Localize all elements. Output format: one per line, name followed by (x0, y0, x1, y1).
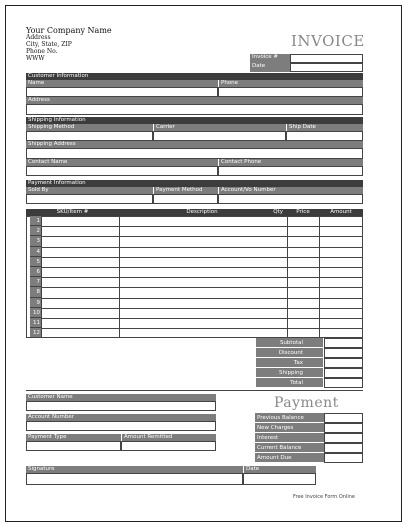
contact-name-label: Contact Name (26, 159, 218, 166)
company-city: City, State, ZIP (26, 41, 72, 48)
shipping-method-label: Shipping Method (26, 124, 153, 131)
col-qty-header: Qty (273, 209, 283, 215)
account-number-label: Account/Vo Number (218, 187, 363, 194)
signature-date-field[interactable] (243, 473, 316, 485)
total-field[interactable] (324, 378, 363, 388)
sold-by-field[interactable] (26, 194, 153, 204)
amount-due-label: Amount Due (255, 453, 324, 463)
amount-due-field[interactable] (324, 453, 363, 463)
current-balance-field[interactable] (324, 443, 363, 453)
sold-by-label: Sold By (26, 187, 153, 194)
row-number: 3 (30, 236, 41, 246)
table-row[interactable] (41, 298, 363, 299)
customer-name-label: Name (26, 80, 218, 87)
row-number: 1 (30, 216, 41, 226)
previous-balance-label: Previous Balance (255, 413, 324, 423)
col-price-header: Price (287, 209, 319, 216)
row-number: 4 (30, 247, 41, 257)
customer-address-label: Address (26, 97, 363, 104)
row-number: 2 (30, 226, 41, 236)
row-number: 9 (30, 298, 41, 308)
signature-label: Signature (26, 466, 243, 473)
col-description-header: Description (119, 209, 285, 216)
new-charges-label: New Charges (255, 423, 324, 433)
contact-name-field[interactable] (26, 166, 218, 176)
previous-balance-field[interactable] (324, 413, 363, 423)
payment-method-field[interactable] (153, 194, 218, 204)
row-number: 11 (30, 318, 41, 328)
account-number-bottom-label: Account Number (26, 414, 216, 421)
customer-name-bottom-label: Customer Name (26, 394, 216, 401)
customer-name-bottom-field[interactable] (26, 401, 216, 411)
customer-phone-label: Phone (218, 80, 363, 87)
shipping-field[interactable] (324, 368, 363, 378)
account-number-bottom-field[interactable] (26, 421, 216, 431)
table-row[interactable] (41, 328, 363, 329)
table-row[interactable] (41, 247, 363, 248)
total-label: Total (256, 378, 323, 388)
payment-title: Payment (274, 395, 339, 411)
row-number: 7 (30, 277, 41, 287)
carrier-field[interactable] (153, 131, 286, 141)
table-row[interactable] (41, 318, 363, 319)
table-row[interactable] (41, 277, 363, 278)
current-balance-label: Current Balance (255, 443, 324, 453)
account-number-field[interactable] (218, 194, 363, 204)
table-row[interactable] (41, 287, 363, 288)
table-row[interactable] (41, 267, 363, 268)
tax-label: Tax (256, 358, 323, 368)
carrier-label: Carrier (153, 124, 286, 131)
table-row[interactable] (41, 226, 363, 227)
table-row[interactable] (41, 257, 363, 258)
customer-name-field[interactable] (26, 87, 218, 97)
col-sku-header: SKU/Item # (26, 209, 119, 216)
footer-credit: Free Invoice Form Online (293, 494, 355, 500)
company-address: Address (26, 34, 51, 41)
row-number: 5 (30, 257, 41, 267)
row-number: 6 (30, 267, 41, 277)
customer-address-field[interactable] (26, 104, 363, 115)
amount-remitted-label: Amount Remitted (121, 434, 216, 441)
invoice-date-label: Date (250, 63, 290, 72)
shipping-method-field[interactable] (26, 131, 153, 141)
invoice-number-field[interactable] (290, 54, 363, 63)
subtotal-field[interactable] (324, 338, 363, 348)
interest-field[interactable] (324, 433, 363, 443)
contact-phone-label: Contact Phone (218, 159, 363, 166)
contact-phone-field[interactable] (218, 166, 363, 176)
table-row[interactable] (41, 236, 363, 237)
ship-date-field[interactable] (286, 131, 363, 141)
shipping-info-heading: Shipping Information (26, 117, 363, 124)
invoice-page (5, 5, 402, 522)
customer-info-heading: Customer Information (26, 73, 363, 80)
interest-label: Interest (255, 433, 324, 443)
subtotal-label: Subtotal (256, 338, 323, 348)
payment-method-label: Payment Method (153, 187, 218, 194)
tax-field[interactable] (324, 358, 363, 368)
payment-type-field[interactable] (26, 441, 121, 451)
company-web: WWW (26, 55, 45, 62)
signature-field[interactable] (26, 473, 243, 485)
table-row[interactable] (41, 308, 363, 309)
invoice-number-label: Invoice # (250, 54, 290, 63)
row-number: 10 (30, 308, 41, 318)
payment-info-heading: Payment Information (26, 180, 363, 187)
shipping-address-field[interactable] (26, 148, 363, 159)
new-charges-field[interactable] (324, 423, 363, 433)
payment-type-label: Payment Type (26, 434, 121, 441)
signature-date-label: Date (243, 466, 316, 473)
invoice-title: INVOICE (291, 32, 365, 50)
discount-field[interactable] (324, 348, 363, 358)
row-number: 8 (30, 287, 41, 297)
company-phone: Phone No. (26, 48, 58, 55)
shipping-address-label: Shipping Address (26, 141, 363, 148)
col-amount-header: Amount (319, 209, 363, 216)
invoice-date-field[interactable] (290, 63, 363, 72)
company-name: Your Company Name (26, 26, 112, 35)
amount-remitted-field[interactable] (121, 441, 216, 451)
discount-label: Discount (256, 348, 323, 358)
customer-phone-field[interactable] (218, 87, 363, 97)
row-number: 12 (30, 328, 41, 338)
shipping-label: Shipping (256, 368, 323, 378)
ship-date-label: Ship Date (286, 124, 363, 131)
